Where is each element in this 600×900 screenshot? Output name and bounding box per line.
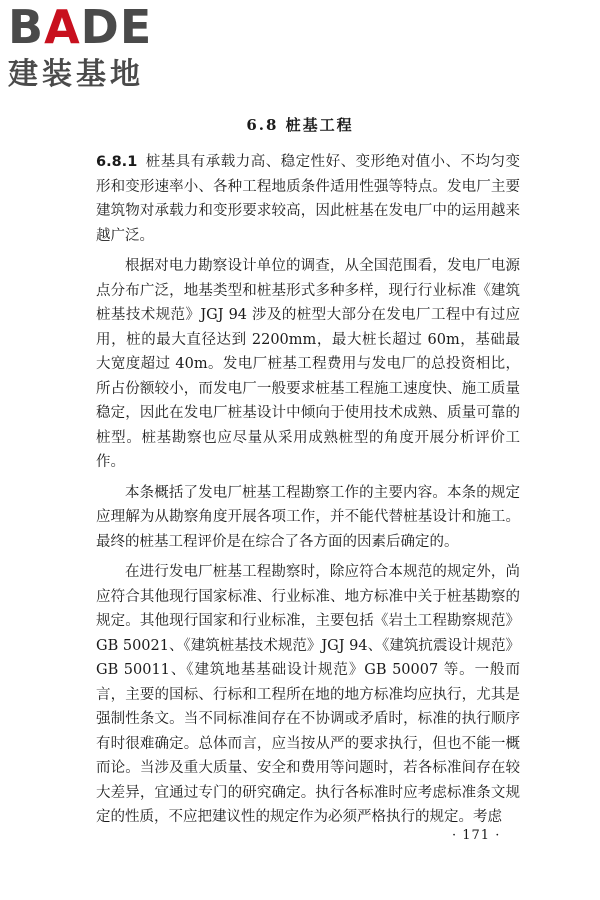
paragraph: 根据对电力勘察设计单位的调查，从全国范围看，发电厂电源点分布广泛，地基类型和桩基形式多种多样，现行行业标准《建筑桩基技术规范》JGJ 94 涉及的桩型大部分在发电厂工程中有过应用，桩的最大直径达到 2200mm，最大桩长超过 60m，基础最大宽度超过 40m。发电厂桩基工程费用与发电厂的总投资相比，所占份额较小，而发电厂一般要求桩基工程施工速度快、施工质量稳定，因此在发电厂桩基设计中倾向于使用技术成熟、质量可靠的桩型。桩基勘察也应尽量从采用成熟桩型的角度开展分析评价工作。 xyxy=(96,258,520,470)
logo-wordmark: BADE xyxy=(8,0,153,54)
section-title: 6.8 桩基工程 xyxy=(246,116,354,134)
publisher-logo xyxy=(8,0,178,92)
page-number: · 171 · xyxy=(452,828,501,843)
logo-subtitle: 建装基地 xyxy=(8,57,144,92)
logo-accent-letter: A xyxy=(44,0,81,54)
paragraph: 在进行发电厂桩基工程勘察时，除应符合本规范的规定外，尚应符合其他现行国家标准、行业标准、地方标准中关于桩基勘察的规定。其他现行国家和行业标准，主要包括《岩土工程勘察规范》GB 50021、《建筑桩基技术规范》JGJ 94、《建筑抗震设计规范》GB 50011、《建筑地基基础设计规范》GB 50007 等。一般而言，主要的国标、行标和工程所在地的地方标准均应执行，尤其是强制性条文。当不同标准间存在不协调或矛盾时，标准的执行顺序有时很难确定。总体而言，应当按从严的要求执行，但也不能一概而论。当涉及重大质量、安全和费用等问题时，若各标准间存在较大差异，宜通过专门的研究确定。执行各标准时应考虑标准条文规定的性质，不应把建议性的规定作为必须严格执行的规定。考虑 xyxy=(96,564,520,825)
paragraph: 本条概括了发电厂桩基工程勘察工作的主要内容。本条的规定应理解为从勘察角度开展各项工作，并不能代替桩基设计和施工。最终的桩基工程评价是在综合了各方面的因素后确定的。 xyxy=(96,484,520,550)
paragraph: 6.8.1 桩基具有承载力高、稳定性好、变形绝对值小、不均匀变形和变形速率小、各种工程地质条件适用性强等特点。发电厂主要建筑物对承载力和变形要求较高，因此桩基在发电厂中的运用越来越广泛。 xyxy=(96,154,520,244)
body-text xyxy=(96,150,520,836)
clause-number: 6.8.1 xyxy=(96,154,138,170)
